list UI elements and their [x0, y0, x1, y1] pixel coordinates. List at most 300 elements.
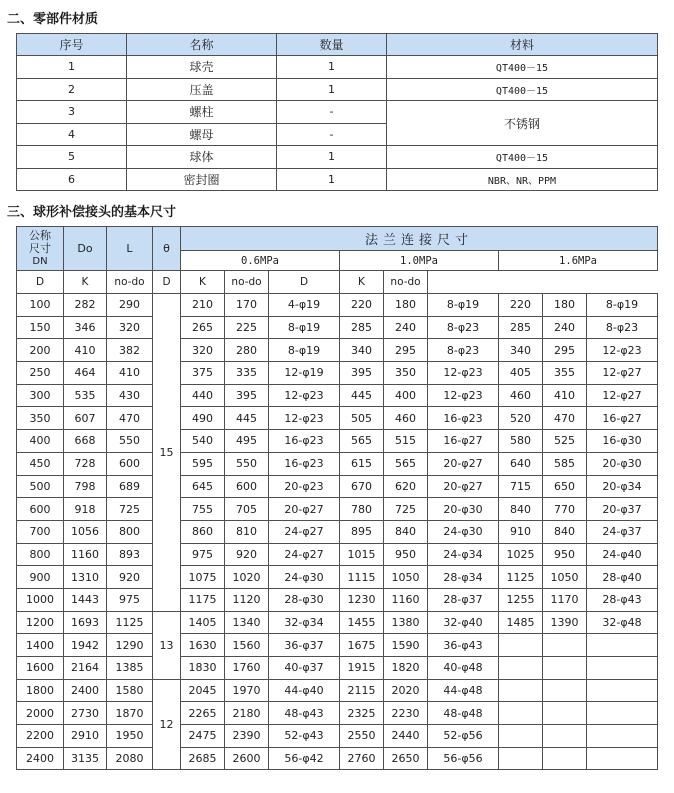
cell-nodo: [587, 634, 658, 657]
cell-nodo: 4-φ19: [269, 294, 340, 317]
cell-k: 810: [225, 520, 269, 543]
cell-nodo: 12-φ19: [269, 362, 340, 385]
table-row: [17, 430, 658, 453]
cell-d: 460: [499, 384, 543, 407]
cell-dn: 400: [17, 430, 64, 453]
table-row: [17, 702, 658, 725]
dim-subheader-row: [17, 271, 658, 294]
cell-dn: 600: [17, 498, 64, 521]
cell-d: 1455: [340, 611, 384, 634]
cell-qty: 1: [277, 78, 387, 101]
table-row: [17, 101, 658, 124]
cell-do: 282: [64, 294, 107, 317]
cell-do: 535: [64, 384, 107, 407]
cell-dn: 1000: [17, 588, 64, 611]
cell-d: 715: [499, 475, 543, 498]
subheader-d: D: [17, 271, 64, 294]
table-row: [17, 362, 658, 385]
cell-nodo: [587, 657, 658, 680]
cell-k: 1380: [384, 611, 428, 634]
header-l: L: [107, 227, 153, 271]
cell-d: 1115: [340, 566, 384, 589]
subheader-nodo: no-do: [225, 271, 269, 294]
cell-d: 1915: [340, 657, 384, 680]
cell-name: 球壳: [127, 56, 277, 79]
cell-d: 2045: [181, 679, 225, 702]
cell-material-merged: 不锈钢: [387, 101, 658, 146]
cell-nodo: 24-φ37: [587, 520, 658, 543]
cell-nodo: 8-φ19: [587, 294, 658, 317]
cell-d: 1485: [499, 611, 543, 634]
cell-k: 225: [225, 316, 269, 339]
header-dn-line3: DN: [32, 256, 48, 267]
cell-dn: 200: [17, 339, 64, 362]
cell-do: 1443: [64, 588, 107, 611]
cell-k: 1970: [225, 679, 269, 702]
cell-do: 2730: [64, 702, 107, 725]
cell-l: 1950: [107, 725, 153, 748]
cell-l: 600: [107, 452, 153, 475]
cell-k: 295: [384, 339, 428, 362]
cell-nodo: 8-φ19: [269, 339, 340, 362]
cell-l: 2080: [107, 747, 153, 770]
cell-nodo: 48-φ48: [428, 702, 499, 725]
cell-k: 180: [543, 294, 587, 317]
cell-k: [543, 657, 587, 680]
cell-d: 1630: [181, 634, 225, 657]
cell-nodo: [587, 679, 658, 702]
cell-l: 1580: [107, 679, 153, 702]
cell-k: 2020: [384, 679, 428, 702]
cell-d: 490: [181, 407, 225, 430]
cell-d: 1255: [499, 588, 543, 611]
cell-k: 2650: [384, 747, 428, 770]
cell-nodo: 28-φ37: [428, 588, 499, 611]
cell-nodo: 20-φ34: [587, 475, 658, 498]
cell-d: 220: [340, 294, 384, 317]
cell-dn: 1800: [17, 679, 64, 702]
cell-d: 840: [499, 498, 543, 521]
cell-nodo: 20-φ27: [428, 452, 499, 475]
cell-dn: 2400: [17, 747, 64, 770]
cell-nodo: 16-φ23: [428, 407, 499, 430]
cell-nodo: 12-φ27: [587, 362, 658, 385]
cell-l: 1125: [107, 611, 153, 634]
cell-d: 505: [340, 407, 384, 430]
cell-d: 2685: [181, 747, 225, 770]
cell-k: 470: [543, 407, 587, 430]
cell-nodo: 48-φ43: [269, 702, 340, 725]
cell-qty: 1: [277, 146, 387, 169]
cell-index: 6: [17, 168, 127, 191]
cell-l: 689: [107, 475, 153, 498]
cell-l: 920: [107, 566, 153, 589]
cell-l: 1290: [107, 634, 153, 657]
cell-nodo: 12-φ27: [587, 384, 658, 407]
cell-dn: 250: [17, 362, 64, 385]
cell-k: 1390: [543, 611, 587, 634]
header-do: Do: [64, 227, 107, 271]
cell-d: 2325: [340, 702, 384, 725]
cell-k: 1160: [384, 588, 428, 611]
cell-d: 2550: [340, 725, 384, 748]
cell-d: 640: [499, 452, 543, 475]
cell-k: 950: [384, 543, 428, 566]
cell-nodo: 16-φ23: [269, 452, 340, 475]
cell-do: 3135: [64, 747, 107, 770]
cell-dn: 100: [17, 294, 64, 317]
table-row: [17, 316, 658, 339]
cell-nodo: 24-φ27: [269, 520, 340, 543]
cell-l: 430: [107, 384, 153, 407]
cell-name: 螺柱: [127, 101, 277, 124]
cell-do: 1056: [64, 520, 107, 543]
cell-do: 410: [64, 339, 107, 362]
cell-index: 4: [17, 123, 127, 146]
cell-d: 540: [181, 430, 225, 453]
cell-k: 620: [384, 475, 428, 498]
cell-d: 1025: [499, 543, 543, 566]
cell-nodo: 8-φ19: [428, 294, 499, 317]
header-index: 序号: [17, 34, 127, 56]
cell-d: 320: [181, 339, 225, 362]
cell-d: 615: [340, 452, 384, 475]
cell-nodo: 24-φ40: [587, 543, 658, 566]
dimensions-body: [17, 294, 658, 770]
cell-dn: 1200: [17, 611, 64, 634]
cell-nodo: 32-φ34: [269, 611, 340, 634]
cell-k: 840: [384, 520, 428, 543]
cell-nodo: 40-φ37: [269, 657, 340, 680]
subheader-d: D: [153, 271, 181, 294]
cell-nodo: 24-φ34: [428, 543, 499, 566]
cell-k: [543, 725, 587, 748]
cell-d: 285: [340, 316, 384, 339]
cell-dn: 1600: [17, 657, 64, 680]
cell-k: 770: [543, 498, 587, 521]
cell-nodo: 8-φ23: [587, 316, 658, 339]
cell-d: 340: [340, 339, 384, 362]
cell-dn: 1400: [17, 634, 64, 657]
cell-do: 2164: [64, 657, 107, 680]
cell-dn: 150: [17, 316, 64, 339]
cell-k: 1170: [543, 588, 587, 611]
header-theta: θ: [153, 227, 181, 271]
header-dn-line2: 尺寸: [29, 242, 51, 255]
cell-k: 2180: [225, 702, 269, 725]
cell-dn: 900: [17, 566, 64, 589]
cell-d: 1015: [340, 543, 384, 566]
cell-dn: 800: [17, 543, 64, 566]
cell-d: 2475: [181, 725, 225, 748]
materials-header-row: [17, 34, 658, 56]
cell-nodo: 12-φ23: [269, 407, 340, 430]
cell-k: 240: [384, 316, 428, 339]
cell-k: 410: [543, 384, 587, 407]
cell-k: 525: [543, 430, 587, 453]
cell-k: 515: [384, 430, 428, 453]
cell-d: [499, 634, 543, 657]
cell-do: 1160: [64, 543, 107, 566]
subheader-nodo: no-do: [107, 271, 153, 294]
cell-theta: 12: [153, 679, 181, 770]
cell-k: 1590: [384, 634, 428, 657]
cell-d: 670: [340, 475, 384, 498]
subheader-k: K: [64, 271, 107, 294]
cell-l: 382: [107, 339, 153, 362]
cell-d: 1125: [499, 566, 543, 589]
cell-k: 1120: [225, 588, 269, 611]
cell-d: 1175: [181, 588, 225, 611]
subheader-d: D: [269, 271, 340, 294]
table-row: [17, 566, 658, 589]
cell-k: 1050: [543, 566, 587, 589]
cell-k: 1050: [384, 566, 428, 589]
cell-k: 840: [543, 520, 587, 543]
cell-do: 2910: [64, 725, 107, 748]
cell-k: [543, 634, 587, 657]
cell-k: 240: [543, 316, 587, 339]
cell-l: 290: [107, 294, 153, 317]
cell-nodo: 28-φ40: [587, 566, 658, 589]
cell-nodo: 20-φ37: [587, 498, 658, 521]
cell-k: 400: [384, 384, 428, 407]
cell-nodo: 16-φ30: [587, 430, 658, 453]
cell-dn: 450: [17, 452, 64, 475]
cell-d: 1230: [340, 588, 384, 611]
cell-l: 800: [107, 520, 153, 543]
cell-nodo: 28-φ34: [428, 566, 499, 589]
cell-k: 295: [543, 339, 587, 362]
cell-nodo: 44-φ48: [428, 679, 499, 702]
cell-l: 893: [107, 543, 153, 566]
cell-dn: 700: [17, 520, 64, 543]
header-dn-line1: 公称: [29, 229, 51, 242]
cell-d: 375: [181, 362, 225, 385]
cell-name: 密封圈: [127, 168, 277, 191]
cell-k: 550: [225, 452, 269, 475]
cell-d: 265: [181, 316, 225, 339]
cell-nodo: [587, 747, 658, 770]
dim-header-row-1: [17, 227, 658, 251]
cell-d: [499, 679, 543, 702]
header-flange: 法兰连接尺寸: [181, 227, 658, 251]
cell-nodo: 52-φ56: [428, 725, 499, 748]
cell-name: 螺母: [127, 123, 277, 146]
table-row: [17, 747, 658, 770]
cell-material: QT400－15: [387, 78, 658, 101]
cell-dn: 2000: [17, 702, 64, 725]
cell-nodo: 28-φ30: [269, 588, 340, 611]
cell-dn: 350: [17, 407, 64, 430]
cell-nodo: 12-φ23: [428, 384, 499, 407]
table-row: [17, 475, 658, 498]
cell-d: 220: [499, 294, 543, 317]
cell-k: 460: [384, 407, 428, 430]
table-row: [17, 294, 658, 317]
cell-nodo: 56-φ42: [269, 747, 340, 770]
cell-theta: 13: [153, 611, 181, 679]
subheader-nodo: no-do: [384, 271, 428, 294]
cell-d: 1830: [181, 657, 225, 680]
cell-nodo: 8-φ19: [269, 316, 340, 339]
cell-k: 1020: [225, 566, 269, 589]
cell-nodo: 24-φ30: [269, 566, 340, 589]
cell-index: 5: [17, 146, 127, 169]
cell-k: 2230: [384, 702, 428, 725]
cell-k: 280: [225, 339, 269, 362]
cell-k: 2390: [225, 725, 269, 748]
cell-nodo: 12-φ23: [269, 384, 340, 407]
cell-do: 1310: [64, 566, 107, 589]
cell-do: 2400: [64, 679, 107, 702]
cell-name: 压盖: [127, 78, 277, 101]
cell-k: 180: [384, 294, 428, 317]
cell-k: 1340: [225, 611, 269, 634]
cell-d: 580: [499, 430, 543, 453]
cell-l: 1870: [107, 702, 153, 725]
cell-l: 1385: [107, 657, 153, 680]
table-row: [17, 339, 658, 362]
cell-k: [543, 747, 587, 770]
cell-index: 2: [17, 78, 127, 101]
cell-k: 395: [225, 384, 269, 407]
cell-nodo: 12-φ23: [428, 362, 499, 385]
cell-nodo: 36-φ43: [428, 634, 499, 657]
cell-nodo: 40-φ48: [428, 657, 499, 680]
table-row: [17, 611, 658, 634]
cell-do: 1942: [64, 634, 107, 657]
cell-nodo: 32-φ40: [428, 611, 499, 634]
cell-d: 2265: [181, 702, 225, 725]
cell-nodo: 20-φ27: [428, 475, 499, 498]
cell-d: 895: [340, 520, 384, 543]
cell-k: [543, 679, 587, 702]
dimensions-table: [16, 226, 658, 770]
cell-material: QT400－15: [387, 146, 658, 169]
table-row: [17, 146, 658, 169]
cell-d: 395: [340, 362, 384, 385]
cell-do: 728: [64, 452, 107, 475]
table-row: [17, 634, 658, 657]
cell-d: 910: [499, 520, 543, 543]
cell-do: 464: [64, 362, 107, 385]
cell-k: 1560: [225, 634, 269, 657]
cell-k: 600: [225, 475, 269, 498]
cell-nodo: 16-φ23: [269, 430, 340, 453]
cell-name: 球体: [127, 146, 277, 169]
cell-nodo: [587, 725, 658, 748]
table-row: [17, 168, 658, 191]
cell-k: 725: [384, 498, 428, 521]
cell-index: 1: [17, 56, 127, 79]
table-row: [17, 56, 658, 79]
cell-do: 607: [64, 407, 107, 430]
cell-d: [499, 725, 543, 748]
cell-k: 445: [225, 407, 269, 430]
cell-k: 650: [543, 475, 587, 498]
table-row: [17, 78, 658, 101]
table-row: [17, 452, 658, 475]
cell-d: 645: [181, 475, 225, 498]
header-pressure-16: 1.6MPa: [499, 251, 658, 271]
cell-nodo: 36-φ37: [269, 634, 340, 657]
cell-nodo: 16-φ27: [428, 430, 499, 453]
cell-k: 2440: [384, 725, 428, 748]
cell-nodo: 44-φ40: [269, 679, 340, 702]
cell-d: [499, 702, 543, 725]
table-row: [17, 384, 658, 407]
cell-nodo: 12-φ23: [587, 339, 658, 362]
cell-nodo: 32-φ48: [587, 611, 658, 634]
cell-dn: 2200: [17, 725, 64, 748]
cell-d: 780: [340, 498, 384, 521]
cell-d: 520: [499, 407, 543, 430]
header-name: 名称: [127, 34, 277, 56]
cell-k: 335: [225, 362, 269, 385]
table-row: [17, 657, 658, 680]
cell-nodo: 24-φ30: [428, 520, 499, 543]
table-row: [17, 520, 658, 543]
cell-l: 725: [107, 498, 153, 521]
cell-qty: -: [277, 101, 387, 124]
table-row: [17, 679, 658, 702]
cell-do: 668: [64, 430, 107, 453]
cell-d: 405: [499, 362, 543, 385]
cell-material: QT400－15: [387, 56, 658, 79]
materials-table: [16, 33, 658, 191]
cell-qty: -: [277, 123, 387, 146]
cell-d: 595: [181, 452, 225, 475]
table-row: [17, 725, 658, 748]
cell-nodo: 28-φ43: [587, 588, 658, 611]
cell-k: 350: [384, 362, 428, 385]
cell-k: 2600: [225, 747, 269, 770]
cell-dn: 500: [17, 475, 64, 498]
cell-l: 410: [107, 362, 153, 385]
section3-title: 三、球形补偿接头的基本尺寸: [7, 205, 177, 220]
cell-l: 470: [107, 407, 153, 430]
cell-theta: 15: [153, 294, 181, 612]
cell-d: 755: [181, 498, 225, 521]
cell-do: 918: [64, 498, 107, 521]
cell-d: 285: [499, 316, 543, 339]
cell-index: 3: [17, 101, 127, 124]
cell-do: 798: [64, 475, 107, 498]
cell-k: 170: [225, 294, 269, 317]
cell-d: 975: [181, 543, 225, 566]
header-dn: [17, 227, 64, 271]
cell-nodo: 20-φ23: [269, 475, 340, 498]
cell-d: 2115: [340, 679, 384, 702]
cell-d: 565: [340, 430, 384, 453]
cell-k: 1820: [384, 657, 428, 680]
cell-k: 950: [543, 543, 587, 566]
cell-d: [499, 657, 543, 680]
cell-d: [499, 747, 543, 770]
cell-k: 495: [225, 430, 269, 453]
table-row: [17, 543, 658, 566]
cell-k: 705: [225, 498, 269, 521]
cell-do: 346: [64, 316, 107, 339]
cell-nodo: 8-φ23: [428, 339, 499, 362]
cell-l: 975: [107, 588, 153, 611]
cell-nodo: 20-φ30: [587, 452, 658, 475]
cell-nodo: [587, 702, 658, 725]
subheader-k: K: [181, 271, 225, 294]
cell-d: 860: [181, 520, 225, 543]
header-pressure-06: 0.6MPa: [181, 251, 340, 271]
